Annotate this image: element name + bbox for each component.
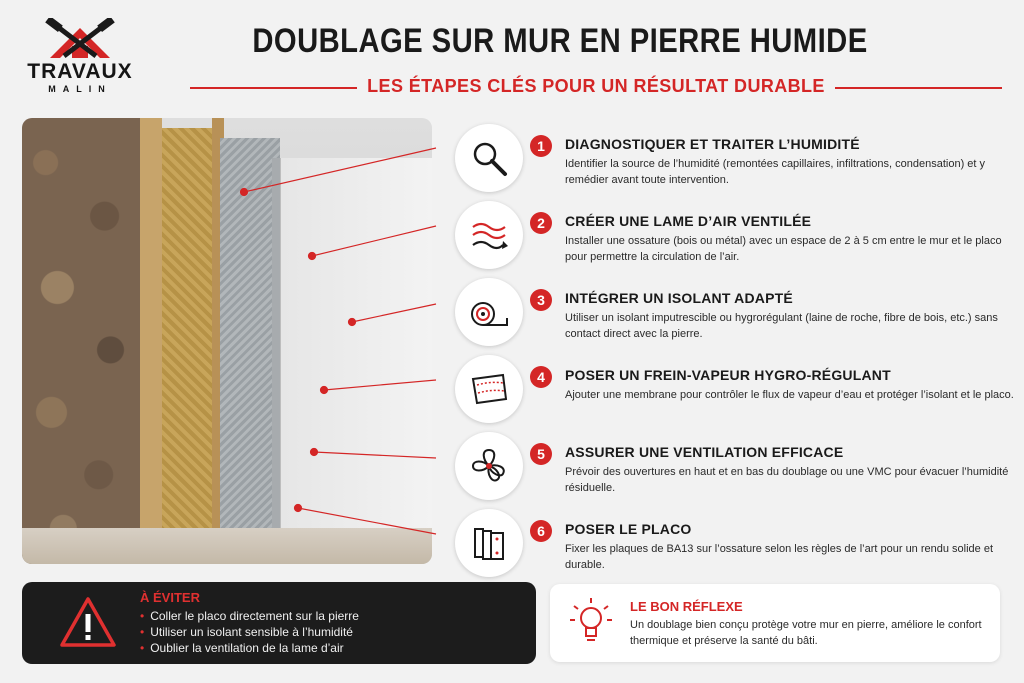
step-4 xyxy=(455,351,1015,427)
avoid-item: • Coller le placo directement sur la pierre xyxy=(140,608,359,624)
brand-name: TRAVAUX xyxy=(27,60,133,83)
warning-icon xyxy=(60,596,116,648)
brand-logo xyxy=(20,18,150,98)
airflow-icon xyxy=(469,215,509,255)
avoid-item: • Oublier la ventilation de la lame d’air xyxy=(140,640,359,656)
avoid-panel xyxy=(22,582,536,664)
step-number: 1 xyxy=(530,135,552,157)
avoid-title: À ÉVITER xyxy=(140,590,200,605)
step-3 xyxy=(455,274,1015,350)
subtitle-banner xyxy=(190,72,1002,102)
avoid-list xyxy=(140,608,359,656)
magnifier-icon xyxy=(469,138,509,178)
avoid-item: • Utiliser un isolant sensible à l’humidité xyxy=(140,624,359,640)
step-title: DIAGNOSTIQUER ET TRAITER L’HUMIDITÉ xyxy=(565,136,860,152)
tip-panel xyxy=(550,584,1000,662)
step-description: Prévoir des ouvertures en haut et en bas du doublage ou une VMC pour évacuer l’humidité résiduelle. xyxy=(565,466,1009,494)
subtitle-text: LES ÉTAPES CLÉS POUR UN RÉSULTAT DURABLE xyxy=(357,76,835,96)
fan-icon xyxy=(469,446,509,486)
callout-lines xyxy=(22,118,472,564)
step-title: ASSURER UNE VENTILATION EFFICACE xyxy=(565,444,844,460)
step-2 xyxy=(455,197,1015,273)
step-description: Identifier la source de l’humidité (remontées capillaires, infiltrations, condensation) et y remédier avant toute intervention. xyxy=(565,158,986,186)
step-number: 4 xyxy=(530,366,552,388)
step-title: POSER LE PLACO xyxy=(565,521,692,537)
step-number: 3 xyxy=(530,289,552,311)
step-number: 2 xyxy=(530,212,552,234)
step-6 xyxy=(455,505,1015,581)
house-hammer-icon xyxy=(20,18,140,62)
step-1 xyxy=(455,120,1015,196)
lightbulb-icon xyxy=(568,594,614,650)
step-number: 5 xyxy=(530,443,552,465)
brand-sub: MALIN xyxy=(48,84,112,94)
page-title: DOUBLAGE SUR MUR EN PIERRE HUMIDE xyxy=(252,22,868,60)
step-description: Installer une ossature (bois ou métal) avec un espace de 2 à 5 cm entre le mur et le placo pour permettre la circulation de l’air. xyxy=(565,235,1002,263)
step-number: 6 xyxy=(530,520,552,542)
step-title: POSER UN FREIN-VAPEUR HYGRO-RÉGULANT xyxy=(565,367,891,383)
step-title: CRÉER UNE LAME D’AIR VENTILÉE xyxy=(565,213,812,229)
step-title: INTÉGRER UN ISOLANT ADAPTÉ xyxy=(565,290,793,306)
insulation-roll-icon xyxy=(469,292,509,332)
step-description: Fixer les plaques de BA13 sur l’ossature selon les règles de l’art pour un rendu solide et durable. xyxy=(565,543,994,571)
tip-description: Un doublage bien conçu protège votre mur en pierre, améliore le confort thermique et préserve la santé du bâti. xyxy=(630,619,982,647)
step-5 xyxy=(455,428,1015,504)
step-description: Ajouter une membrane pour contrôler le flux de vapeur d’eau et protéger l’isolant et le placo. xyxy=(565,389,1014,401)
plasterboard-icon xyxy=(469,523,509,563)
membrane-icon xyxy=(469,369,509,409)
page-subtitle xyxy=(190,76,1002,97)
step-description: Utiliser un isolant imputrescible ou hygrorégulant (laine de roche, fibre de bois, etc.) sans contact direct avec la pierre. xyxy=(565,312,998,340)
tip-title: LE BON RÉFLEXE xyxy=(630,599,743,614)
